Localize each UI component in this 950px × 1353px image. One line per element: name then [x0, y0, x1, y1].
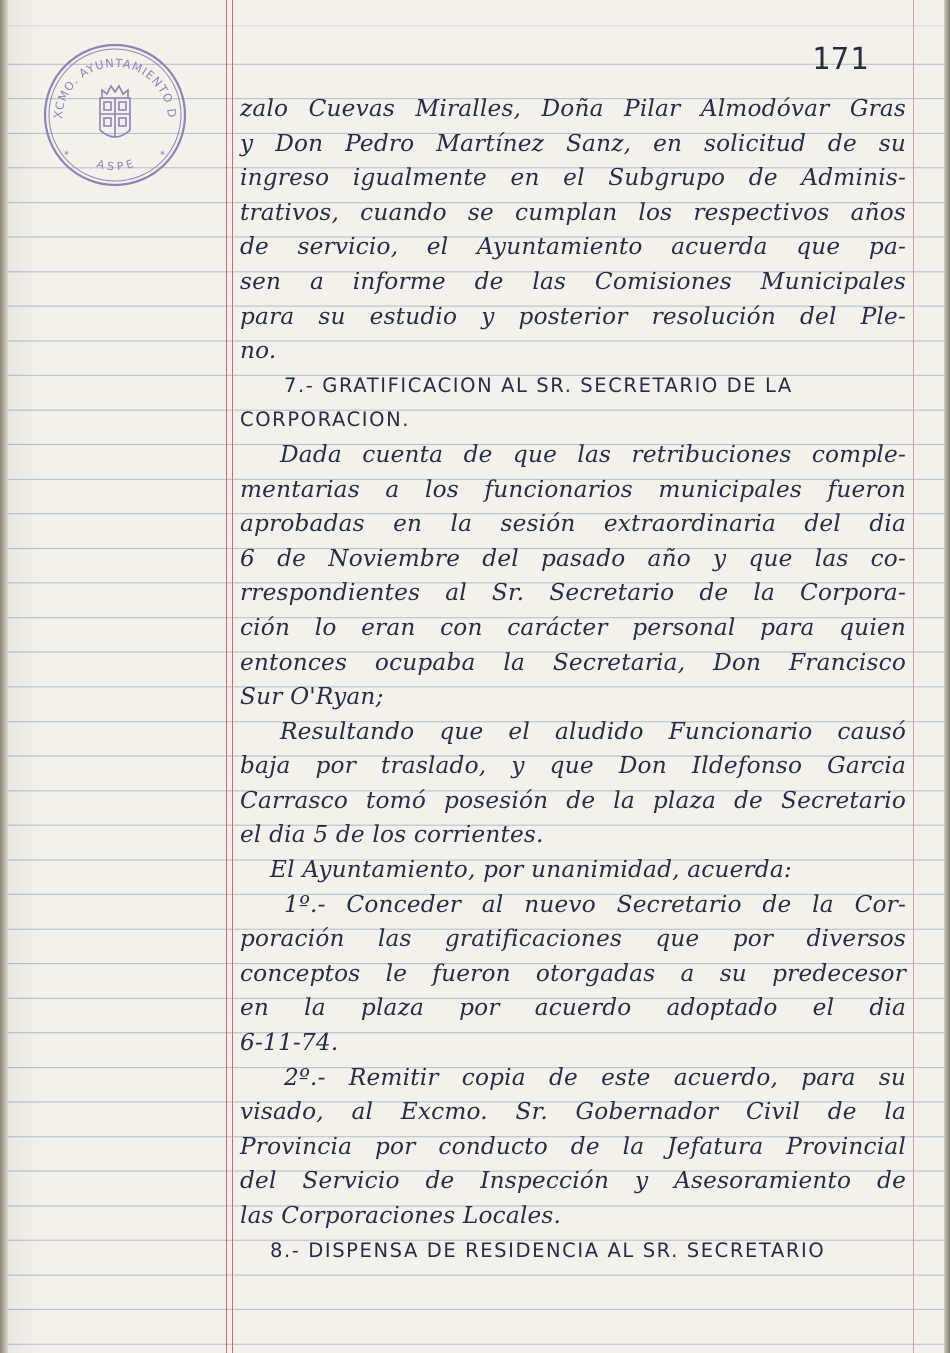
text-line: Dada cuenta de que las retribuciones comple- [280, 440, 906, 468]
municipal-stamp [40, 40, 190, 190]
text-line: zalo Cuevas Miralles, Doña Pilar Almodóvar Gras [240, 95, 906, 122]
seal-icon [40, 40, 190, 190]
text-line: ingreso igualmente en el Subgrupo de Adminis- [240, 164, 906, 192]
text-line: rrespondientes al Sr. Secretario de la Corpora- [240, 579, 906, 607]
text-line: mentarias a los funcionarios municipales fueron [240, 475, 906, 503]
text-line: para su estudio y posterior resolución del Ple- [240, 302, 906, 330]
margin-rule-left-inner [232, 0, 233, 1353]
text-line: el dia 5 de los corrientes. [240, 821, 544, 849]
svg-text:A S P E [95, 157, 135, 173]
text-line: El Ayuntamiento, por unanimidad, acuerda: [270, 856, 792, 884]
text-line: 6 de Noviembre del pasado año y que las co- [240, 544, 906, 572]
text-line: sen a informe de las Comisiones Municipales [240, 267, 906, 295]
text-line: y Don Pedro Martínez Sanz, en solicitud de su [240, 129, 906, 157]
page-right-edge [944, 0, 950, 1353]
page-number: 171 [812, 42, 870, 77]
margin-rule-right [913, 0, 914, 1353]
text-line: 6-11-74. [240, 1029, 339, 1057]
text-line: baja por traslado, y que Don Ildefonso Garcia [240, 752, 906, 780]
text-line: visado, al Excmo. Sr. Gobernador Civil de la [240, 1098, 906, 1126]
text-line: no. [240, 337, 277, 365]
svg-text:*: * [160, 150, 165, 161]
handwritten-minutes [240, 92, 906, 1268]
text-line: Carrasco tomó posesión de la plaza de Secretario [240, 786, 906, 814]
margin-rule-left [226, 0, 227, 1353]
svg-text:*: * [64, 150, 69, 161]
text-line: aprobadas en la sesión extraordinaria del dia [240, 510, 906, 538]
section-heading-7: 7.- GRATIFICACION AL SR. SECRETARIO DE LA [284, 373, 793, 397]
text-line: Sur O'Ryan; [240, 683, 384, 711]
text-line: 2º.- Remitir copia de este acuerdo, para su [284, 1063, 906, 1091]
stamp-top-text: XCMO. AYUNTAMIENTO D [50, 55, 180, 120]
text-line: 1º.- Conceder al nuevo Secretario de la Cor- [284, 890, 906, 918]
text-line: las Corporaciones Locales. [240, 1202, 562, 1229]
svg-text:EXCMO. AYUNTAMIENTO DE [40, 40, 179, 119]
text-line: conceptos le fueron otorgadas a su predecesor [240, 959, 906, 987]
section-heading-8: 8.- DISPENSA DE RESIDENCIA AL SR. SECRETARIO [270, 1238, 826, 1262]
text-line: de servicio, el Ayuntamiento acuerda que pa- [240, 233, 906, 261]
section-heading-7-cont: CORPORACION. [240, 408, 411, 432]
text-line: en la plaza por acuerdo adoptado el dia [240, 994, 906, 1022]
text-line: trativos, cuando se cumplan los respectivos años [240, 198, 906, 226]
text-line: poración las gratificaciones que por diversos [240, 925, 906, 953]
text-line: del Servicio de Inspección y Asesoramiento de [240, 1167, 906, 1195]
text-line: ción lo eran con carácter personal para quien [240, 613, 906, 641]
stamp-bottom-text: A S P E [95, 157, 135, 174]
text-line: entonces ocupaba la Secretaria, Don Francisco [240, 648, 906, 676]
page-binding-edge [0, 0, 8, 1353]
text-line: Resultando que el aludido Funcionario causó [280, 717, 906, 745]
coat-of-arms-icon [100, 86, 130, 137]
text-line: Provincia por conducto de la Jefatura Provincial [240, 1132, 906, 1160]
